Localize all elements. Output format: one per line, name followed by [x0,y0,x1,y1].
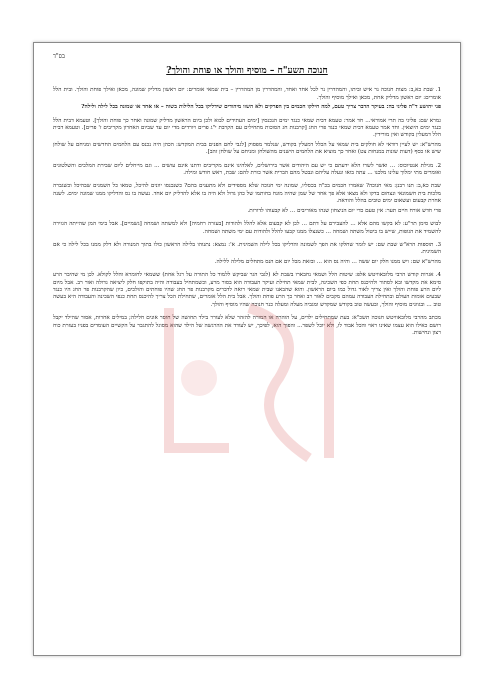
paragraph: 1. שבת כא,ב: מצות חנוכה נר איש וביתו, והמהדרין נר לכל אחד ואחד, והמהדרין מן המהדרין – בית שמאי אומרים: יום ראשון מדליק שמונה, מכאן ואילך פוחת והולך. ובית הלל אומרים: יום ראשון מדליק אחת, מכאן ואילך מוסיף והולך. [53,87,441,101]
page-title: חנוכה תשע"ח – מוסיף והולך או פוחת והולך? [166,66,328,77]
paragraph: 3. תוספות הרא"ש שבת שם: יש לומר שחלקו את הפך לשמונה והדליקו בכל לילה השמינית. א': נמצא: נתנוהו בלילה הראשון כולו בתוך המנורה ולא דלק ממנו בכל לילה כי אם השמינית. [53,241,441,256]
paragraph: פרי חדש אורח חיים תער: אין טעם כדי יום הניצחון שנהו מאוריבים ... לא קבעוהו לדורות. [247,207,441,214]
paragraph: מהרש"א: יש לעיין דודאי לא חולקים בית שמאי על הכלל דמעלין בקודש, שנלמד מפסוק [לגבי לחם הפנים בבית המקדש: הכהן היה נכנס עם הלחמים החדשים ומניחם על שולחן שיש או כסף (דעות שונות במנחות צט) ואחר כך מוציא את הלחמים הישנים מהשולחן ומניחם על שולחן זהב]. [53,141,441,156]
paragraph: מהרש"א שם: ויש ממנו חלק יום ששה ... והיה נס הוא ... ובזאת מכל יום אם הנס מתחלים מלילה ללילה. [214,258,441,265]
section-letter [53,315,441,337]
section-2 [53,163,441,178]
header-mark: בס"ד [53,53,65,60]
section-1 [53,87,441,111]
paragraph: מכתב מהרבי מלובאוויטש חנוכה תשכ"א: בעת שמתחילים ילדים, על הוהרה או המורה להזהר שלא לעורר בילד תחושה של חוסר אונים חלילה; במילים אחרות, אסור שהילד יקבל רושם כאילו הוא עצמו שאינו ראוי והכל אבוד לו, ולא יוכל לשפר... והפוך הוא, לפיכך, יש לעודד את ההרגשה של הילד שהוא מסוגל להתגבר על הקשיים העומדים בפניו בעזרת כוח רצון ונחישות. [53,315,441,336]
paragraph: פני יהושע ד"ה פליגי בה: בעיקר הדבר צריך טעם, למה חילקו חכמים בין הפרקים ולא השוו מיהודים שידליקו בכל הלילות בשוה – או אחד או שמונה בכל לילה ולילה? [81,104,441,111]
paragraph: 4. אגרות קודש הרבי מלובאוויטש אלפ: שיטות הלל ושמאי נחבארו בשבת לא (לגבי הגר שביקש ללמוד כל התורה על רגל אחת) ששמאי לחומרא והלל לקולא. לכן מי שהיבר הרע סימא את מקדשו ובא לסתור ולהיכנס תחת כפי השכינה, לבית שמאי תחילת ועיקר העבודה הוא בסור מרע, וכשמתחיל בעבודה והיה בתוקפו חלק ליציאה גדולה ואור רב. אבל מיום ליום הרע פוחת והולך ואין צריך לאור גדול כמו ביום הראשון. והוא שהבאנו שבית שמאי רואה לדברים מקרבנות פר החג שהיו פוחתים והולכים, כיון שהקרבנות פר החג היו כנגד שבעים אומות העולם ובתחילת העבודה עמהם מקבים לאור רב ואחר כך הרע פוחת והולך. אבל בית הלל אומרים, שתחילת הכל צריך להיכנס תחת כנפי השכינה והעבודה היא בעשה טוב ... ובגוונים מוסיף והולך, ובעשה טוב בקודש שמקדש ומגביה מעלה ומעלה כנר חנוכה שהיו מוסיף והולך. [53,272,441,308]
paragraph: שבת כא,ב: תנו רבנן: מאי חנוכה? שאמרו חכמים בכ"ה בכסליו, שמונה ימי חנוכה שלא מספידים ולא מתענים בהם? כשנכנסו יוונים להיכל, טמאו כל השמנים שבהיכל וכשגברה מלכות בית חשמונאי ונצחום בדקו ולא מצאו אלא פך אחד של שמן שהיה מונח בחותמו של כהן גדול ולא היה בו אלא להדליק יום אחד. נעשה בו נס והדליקו ממנו שמונה ימים. לשנה אחרת קבעום ועשאום ימים טובים בהלל והודאה. [53,183,441,205]
section-shabbat [53,183,441,215]
section-levush [53,221,441,236]
paragraph: 2. מגילת אנטיוכוס: ... ואשר לשרו הלא ידעתם כי יש עם היהודים אשר בירושלים, לאלהינו אינם מקריבים ודתנו אינם עושים ... וגם מייחלים ליום שבירת המלכים והשלטונים ואומרים מתי ימלוך עלינו מלכנו ... עתה בואו ונעלה עליהם ונבטל מהם הברית אשר כורת להם: שבת, ראש חודש ומילה. [53,162,441,177]
section-4 [53,272,441,309]
section-3 [53,242,441,266]
section-gemara [53,118,441,157]
document-body [53,53,441,343]
paragraph: לבוש סימן תר"ע: לא בקשו מהם אלא ... להעבירם על דתם ... לכן לא קבעום אלא להלל ולהודות [בעזרה רחמיה] ולא למשתה ושמחה [גשמיים]. אבל בימי המן שהייתה הגזירה להשמיד את הגופות, שייש בו ביטול משתה ושמחה ... כשנצלו ממנו קבעו להלל ולהודות עם ימי משתה ושמחה. [53,221,441,235]
document-sheet [33,42,461,656]
paragraph: גמרא שם: פליגי בה תרי אמוראי... חד אמר: טעמא דבית שמאי כנגד ימים הנכנסין [ימים העתידים לבוא ולכן ביום הראשון מדליק שמונה ואחר כך פוחת והולך]. וטעמא דבית הלל כנגד ימים היוצאין. וחד אמר טעמא דבית שמאי כנגד פרי החג [קרבנות חג הסוכות מתחילים עם הקרבת י"ג פרים ויורדים מדי יום עד שביום האחרון מקריבים ז' פרים]. וטעמא דבית הלל דמעלין בקודש ואין מורידין. [53,117,441,139]
